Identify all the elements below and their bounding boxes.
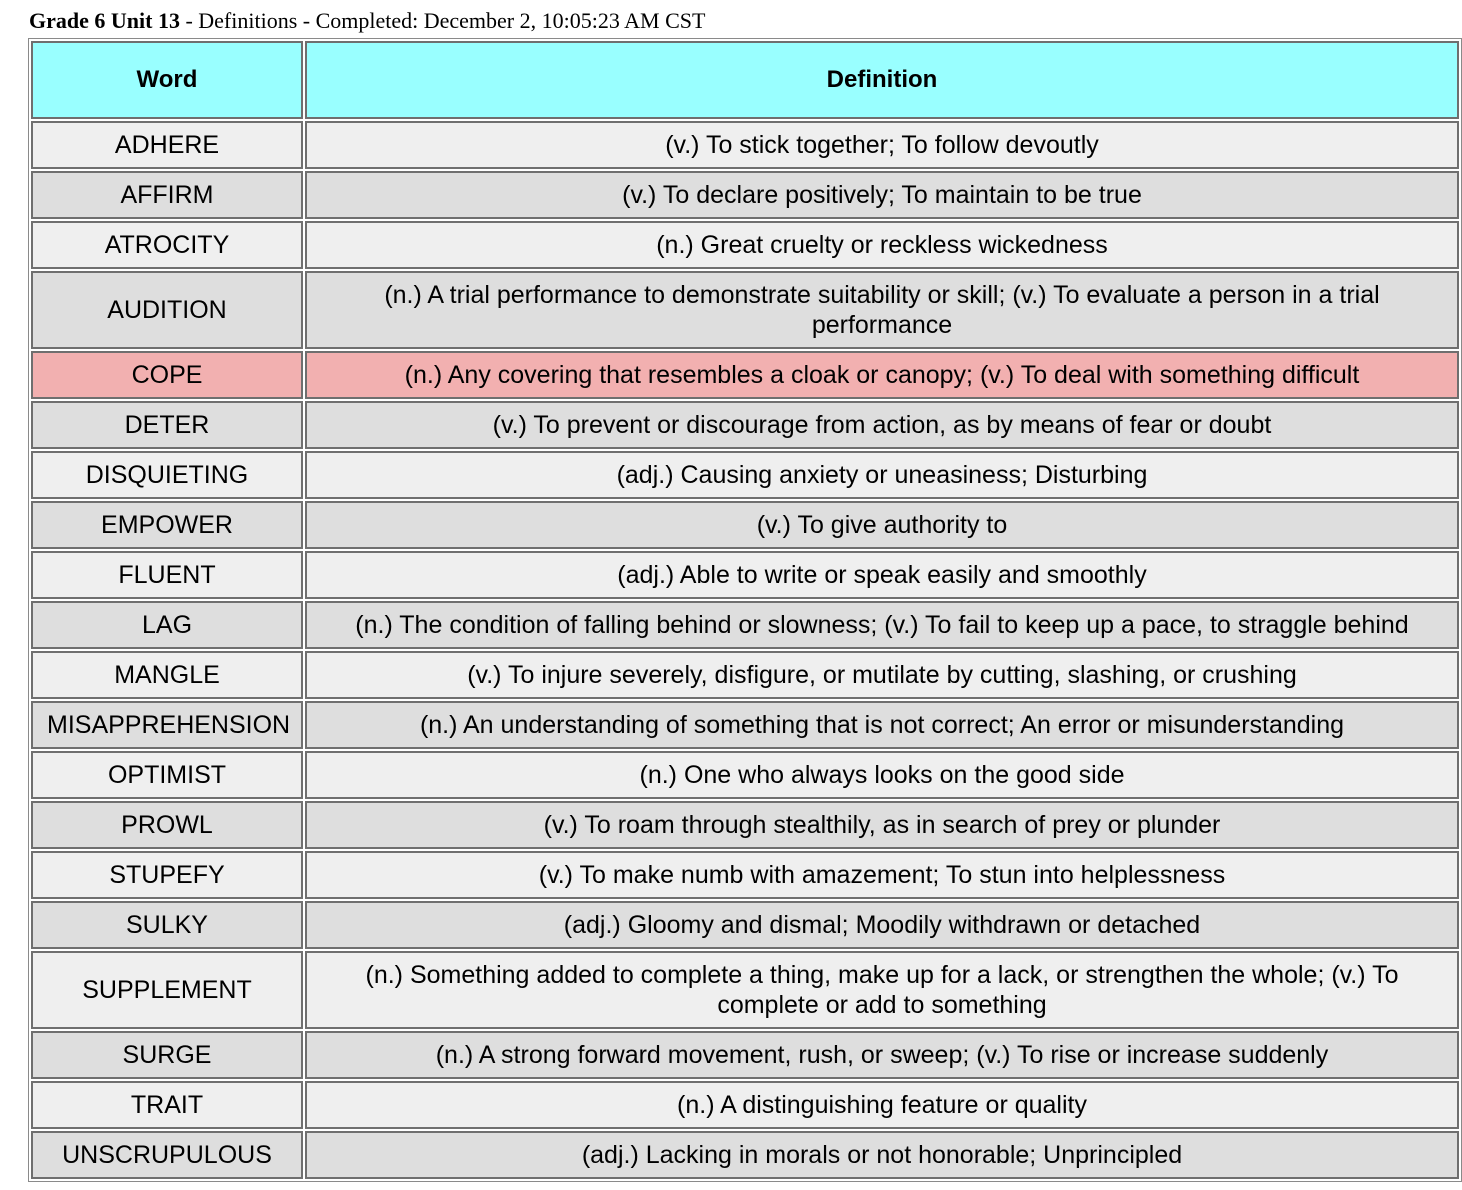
definition-cell: (v.) To make numb with amazement; To stun into helplessness bbox=[305, 851, 1459, 899]
completion-info: - Definitions - Completed: December 2, 10:05:23 AM CST bbox=[179, 8, 706, 33]
word-cell: PROWL bbox=[31, 801, 303, 849]
table-header-row bbox=[31, 41, 1459, 119]
table-row bbox=[31, 751, 1459, 799]
word-cell: OPTIMIST bbox=[31, 751, 303, 799]
definition-cell: (n.) A strong forward movement, rush, or sweep; (v.) To rise or increase suddenly bbox=[305, 1031, 1459, 1079]
table-row bbox=[31, 551, 1459, 599]
word-cell: COPE bbox=[31, 351, 303, 399]
definition-cell: (n.) A trial performance to demonstrate suitability or skill; (v.) To evaluate a person in a trial performance bbox=[305, 271, 1459, 349]
word-cell: SURGE bbox=[31, 1031, 303, 1079]
word-cell: UNSCRUPULOUS bbox=[31, 1131, 303, 1179]
table-row bbox=[31, 501, 1459, 549]
word-cell: ADHERE bbox=[31, 121, 303, 169]
word-cell: DETER bbox=[31, 401, 303, 449]
table-row bbox=[31, 1131, 1459, 1179]
word-cell: SUPPLEMENT bbox=[31, 951, 303, 1029]
table-row bbox=[31, 701, 1459, 749]
word-cell: ATROCITY bbox=[31, 221, 303, 269]
definition-cell: (v.) To declare positively; To maintain to be true bbox=[305, 171, 1459, 219]
table-body bbox=[31, 121, 1459, 1179]
word-cell: MANGLE bbox=[31, 651, 303, 699]
definition-cell: (v.) To injure severely, disfigure, or mutilate by cutting, slashing, or crushing bbox=[305, 651, 1459, 699]
table-row bbox=[31, 171, 1459, 219]
definition-cell: (n.) The condition of falling behind or slowness; (v.) To fail to keep up a pace, to straggle behind bbox=[305, 601, 1459, 649]
table-row bbox=[31, 121, 1459, 169]
definition-cell: (adj.) Gloomy and dismal; Moodily withdrawn or detached bbox=[305, 901, 1459, 949]
definition-cell: (n.) Something added to complete a thing, make up for a lack, or strengthen the whole; (v.) To complete or add to something bbox=[305, 951, 1459, 1029]
definition-cell: (v.) To stick together; To follow devoutly bbox=[305, 121, 1459, 169]
column-header-word: Word bbox=[31, 41, 303, 119]
word-cell: DISQUIETING bbox=[31, 451, 303, 499]
word-cell: MISAPPREHENSION bbox=[31, 701, 303, 749]
definition-cell: (n.) Any covering that resembles a cloak or canopy; (v.) To deal with something difficult bbox=[305, 351, 1459, 399]
word-cell: SULKY bbox=[31, 901, 303, 949]
word-cell: AUDITION bbox=[31, 271, 303, 349]
table-row bbox=[31, 1081, 1459, 1129]
table-row bbox=[31, 451, 1459, 499]
word-cell: TRAIT bbox=[31, 1081, 303, 1129]
word-cell: LAG bbox=[31, 601, 303, 649]
definition-cell: (n.) One who always looks on the good side bbox=[305, 751, 1459, 799]
table-row bbox=[31, 601, 1459, 649]
definition-cell: (v.) To give authority to bbox=[305, 501, 1459, 549]
definition-cell: (n.) An understanding of something that is not correct; An error or misunderstanding bbox=[305, 701, 1459, 749]
definition-cell: (n.) A distinguishing feature or quality bbox=[305, 1081, 1459, 1129]
definitions-table bbox=[28, 38, 1462, 1182]
page-title bbox=[29, 8, 705, 34]
definition-cell: (adj.) Able to write or speak easily and smoothly bbox=[305, 551, 1459, 599]
table-row bbox=[31, 1031, 1459, 1079]
definition-cell: (adj.) Causing anxiety or uneasiness; Disturbing bbox=[305, 451, 1459, 499]
definition-cell: (v.) To roam through stealthily, as in search of prey or plunder bbox=[305, 801, 1459, 849]
table-row bbox=[31, 801, 1459, 849]
word-cell: AFFIRM bbox=[31, 171, 303, 219]
table-row bbox=[31, 951, 1459, 1029]
word-cell: STUPEFY bbox=[31, 851, 303, 899]
table-row bbox=[31, 851, 1459, 899]
table-row bbox=[31, 401, 1459, 449]
definition-cell: (v.) To prevent or discourage from action, as by means of fear or doubt bbox=[305, 401, 1459, 449]
word-cell: EMPOWER bbox=[31, 501, 303, 549]
table-row bbox=[31, 651, 1459, 699]
table-row bbox=[31, 271, 1459, 349]
definition-cell: (n.) Great cruelty or reckless wickedness bbox=[305, 221, 1459, 269]
unit-title: Grade 6 Unit 13 bbox=[29, 8, 180, 33]
definition-cell: (adj.) Lacking in morals or not honorable; Unprincipled bbox=[305, 1131, 1459, 1179]
table-row bbox=[31, 351, 1459, 399]
table-row bbox=[31, 901, 1459, 949]
table-row bbox=[31, 221, 1459, 269]
word-cell: FLUENT bbox=[31, 551, 303, 599]
column-header-definition: Definition bbox=[305, 41, 1459, 119]
